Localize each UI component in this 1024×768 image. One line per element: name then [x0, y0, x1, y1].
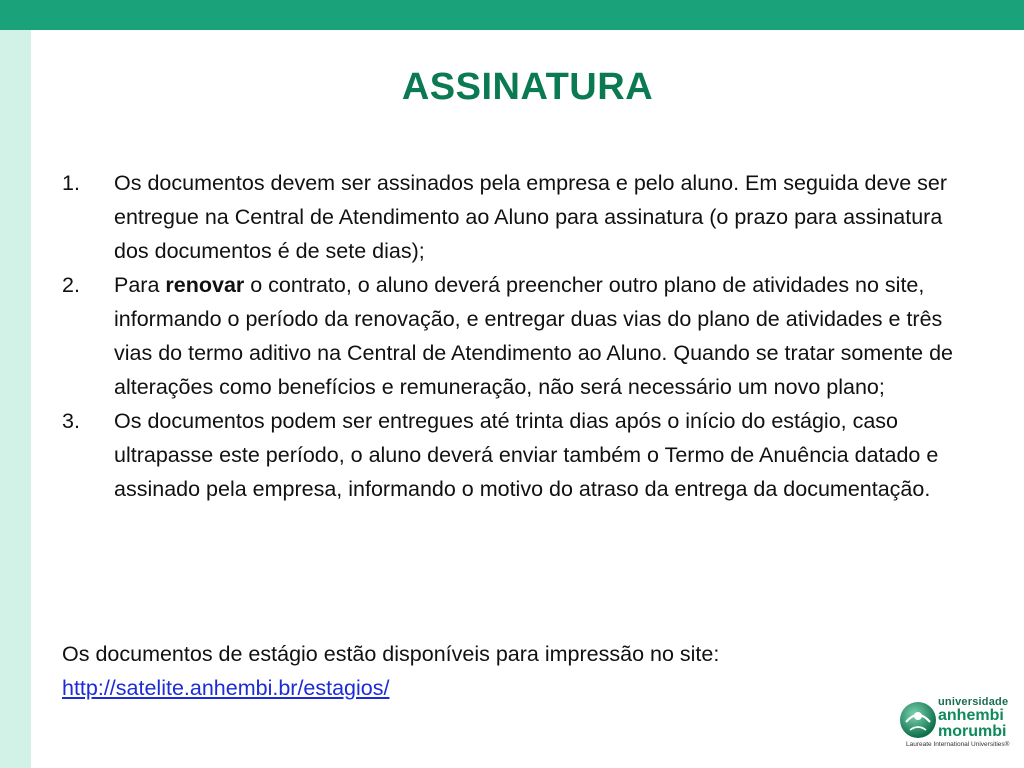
- site-link[interactable]: http://satelite.anhembi.br/estagios/: [62, 676, 390, 700]
- list-item-text-pre: Para: [114, 273, 166, 297]
- list-item-emphasis: renovar: [165, 273, 245, 297]
- list-item-number: 1.: [62, 171, 80, 195]
- logo-line-3: morumbi: [938, 723, 1007, 740]
- list-item-number: 2.: [62, 273, 80, 297]
- list-item-text: Os documentos podem ser entregues até trinta dias após o início do estágio, caso ultrapasse este período, o aluno deverá enviar também o Termo de Anuência datado e assinado pela empresa, informando o motivo do atraso da entrega da documentação.: [114, 409, 939, 501]
- university-logo: [898, 696, 1010, 754]
- logo-wordmark: [938, 696, 1012, 740]
- list-item: [62, 166, 962, 268]
- list-item-text: Os documentos devem ser assinados pela empresa e pelo aluno. Em seguida deve ser entregue na Central de Atendimento ao Aluno para assinatura (o prazo para assinatura dos documentos é de sete dias);: [114, 171, 947, 263]
- logo-line-2: anhembi: [938, 707, 1004, 724]
- logo-tagline: Laureate International Universities®: [906, 741, 1010, 748]
- list-item-text-post: o contrato, o aluno deverá preencher outro plano de atividades no site, informando o período da renovação, e entregar duas vias do plano de atividades e três vias do termo aditivo na Central de Atendimento ao Aluno. Quando se tratar somente de alterações como benefícios e remuneração, não será necessário um novo plano;: [114, 273, 954, 399]
- footer-text: Os documentos de estágio estão disponíveis para impressão no site:: [62, 642, 720, 666]
- logo-line-1: universidade: [938, 696, 1009, 708]
- numbered-list: [62, 166, 962, 506]
- list-item-number: 3.: [62, 409, 80, 433]
- footer-paragraph: [62, 637, 962, 705]
- list-item: [62, 404, 962, 506]
- list-item: [62, 268, 962, 404]
- top-accent-bar: [0, 0, 1024, 30]
- globe-emblem-icon: [898, 700, 938, 740]
- left-accent-bar: [0, 30, 31, 768]
- slide-title: ASSINATURA: [401, 66, 654, 108]
- list-item-text: [114, 268, 962, 404]
